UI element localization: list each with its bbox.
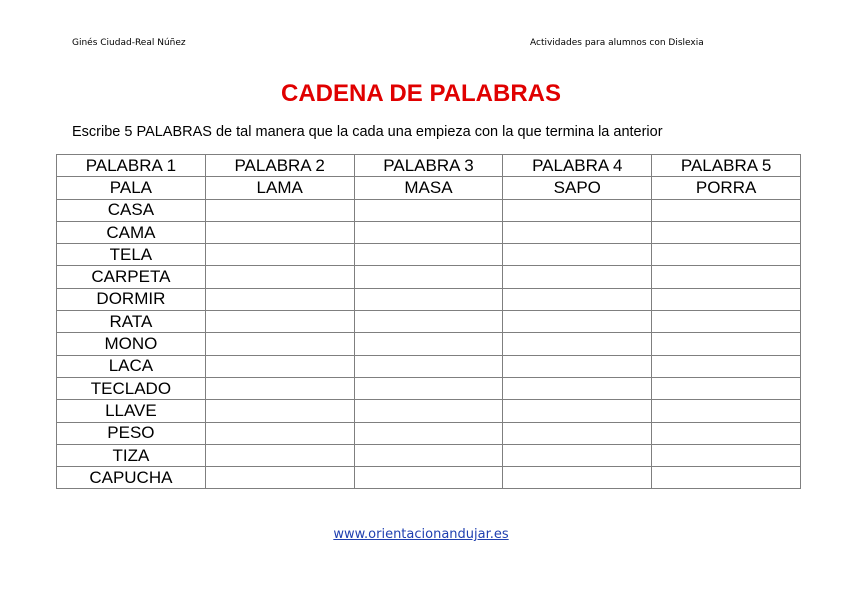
table-cell[interactable] xyxy=(652,422,801,444)
table-cell: LACA xyxy=(57,355,206,377)
table-cell[interactable] xyxy=(652,311,801,333)
table-row xyxy=(57,311,801,333)
table-cell[interactable] xyxy=(652,288,801,310)
table-cell[interactable] xyxy=(503,199,652,221)
page-title: CADENA DE PALABRAS xyxy=(280,80,561,107)
table-cell[interactable] xyxy=(205,444,354,466)
table-row xyxy=(57,377,801,399)
table-row xyxy=(57,221,801,243)
table-cell[interactable] xyxy=(205,288,354,310)
table-cell[interactable] xyxy=(503,333,652,355)
table-cell[interactable] xyxy=(652,400,801,422)
table-cell[interactable] xyxy=(205,333,354,355)
table-cell[interactable] xyxy=(205,377,354,399)
table-cell[interactable] xyxy=(652,244,801,266)
table-cell[interactable] xyxy=(205,199,354,221)
table-cell: PALA xyxy=(57,177,206,199)
table-cell: PESO xyxy=(57,422,206,444)
table-cell: RATA xyxy=(57,311,206,333)
table-cell: MONO xyxy=(57,333,206,355)
table-row xyxy=(57,244,801,266)
table-cell[interactable] xyxy=(354,244,503,266)
table-header-row xyxy=(57,155,801,177)
table-cell[interactable] xyxy=(354,311,503,333)
table-row xyxy=(57,422,801,444)
table-cell[interactable] xyxy=(652,355,801,377)
table-cell: CAPUCHA xyxy=(57,467,206,489)
table-cell[interactable] xyxy=(503,444,652,466)
table-cell[interactable] xyxy=(652,199,801,221)
table-cell: TECLADO xyxy=(57,377,206,399)
table-cell: TELA xyxy=(57,244,206,266)
table-cell[interactable] xyxy=(354,333,503,355)
table-cell[interactable] xyxy=(503,244,652,266)
table-cell: CAMA xyxy=(57,221,206,243)
table-cell[interactable] xyxy=(205,244,354,266)
table-cell[interactable] xyxy=(503,422,652,444)
table-cell[interactable] xyxy=(652,377,801,399)
table-cell[interactable] xyxy=(354,266,503,288)
column-header: PALABRA 4 xyxy=(503,155,652,177)
column-header: PALABRA 5 xyxy=(652,155,801,177)
table-cell[interactable] xyxy=(503,288,652,310)
table-cell: CASA xyxy=(57,199,206,221)
table-cell[interactable] xyxy=(652,467,801,489)
table-cell[interactable] xyxy=(205,467,354,489)
table-row xyxy=(57,266,801,288)
table-row xyxy=(57,355,801,377)
table-row xyxy=(57,199,801,221)
table-cell[interactable]: MASA xyxy=(354,177,503,199)
table-row xyxy=(57,177,801,199)
table-cell: CARPETA xyxy=(57,266,206,288)
table-cell: DORMIR xyxy=(57,288,206,310)
table-cell[interactable] xyxy=(354,199,503,221)
table-row xyxy=(57,467,801,489)
header-author: Ginés Ciudad-Real Núñez xyxy=(72,38,186,48)
table-cell[interactable] xyxy=(205,400,354,422)
instructions-text: Escribe 5 PALABRAS de tal manera que la cada una empieza con la que termina la anterior xyxy=(72,124,663,140)
table-cell[interactable] xyxy=(205,221,354,243)
header-subject: Actividades para alumnos con Dislexia xyxy=(530,38,704,48)
table-cell[interactable] xyxy=(354,400,503,422)
table-cell[interactable] xyxy=(503,221,652,243)
table-cell[interactable]: SAPO xyxy=(503,177,652,199)
table-row xyxy=(57,400,801,422)
table-cell[interactable] xyxy=(503,400,652,422)
table-cell[interactable] xyxy=(503,266,652,288)
table-cell[interactable] xyxy=(652,221,801,243)
table-cell[interactable] xyxy=(205,266,354,288)
table-cell[interactable] xyxy=(354,422,503,444)
table-cell[interactable] xyxy=(205,355,354,377)
table-cell[interactable] xyxy=(354,467,503,489)
website-link[interactable]: www.orientacionandujar.es xyxy=(333,527,509,542)
table-cell[interactable] xyxy=(503,355,652,377)
table-cell[interactable] xyxy=(652,444,801,466)
table-cell[interactable] xyxy=(205,422,354,444)
table-cell[interactable] xyxy=(354,355,503,377)
table-cell[interactable]: LAMA xyxy=(205,177,354,199)
table-cell[interactable] xyxy=(503,467,652,489)
word-chain-table xyxy=(56,154,801,489)
table-cell[interactable]: PORRA xyxy=(652,177,801,199)
table-cell[interactable] xyxy=(652,333,801,355)
table-cell: LLAVE xyxy=(57,400,206,422)
table-cell[interactable] xyxy=(503,311,652,333)
table-row xyxy=(57,288,801,310)
table-cell: TIZA xyxy=(57,444,206,466)
table-cell[interactable] xyxy=(354,288,503,310)
table-cell[interactable] xyxy=(354,444,503,466)
table-cell[interactable] xyxy=(354,377,503,399)
table-cell[interactable] xyxy=(354,221,503,243)
table-cell[interactable] xyxy=(205,311,354,333)
table-cell[interactable] xyxy=(652,266,801,288)
table-cell[interactable] xyxy=(503,377,652,399)
column-header: PALABRA 3 xyxy=(354,155,503,177)
column-header: PALABRA 1 xyxy=(57,155,206,177)
column-header: PALABRA 2 xyxy=(205,155,354,177)
table-row xyxy=(57,444,801,466)
table-row xyxy=(57,333,801,355)
